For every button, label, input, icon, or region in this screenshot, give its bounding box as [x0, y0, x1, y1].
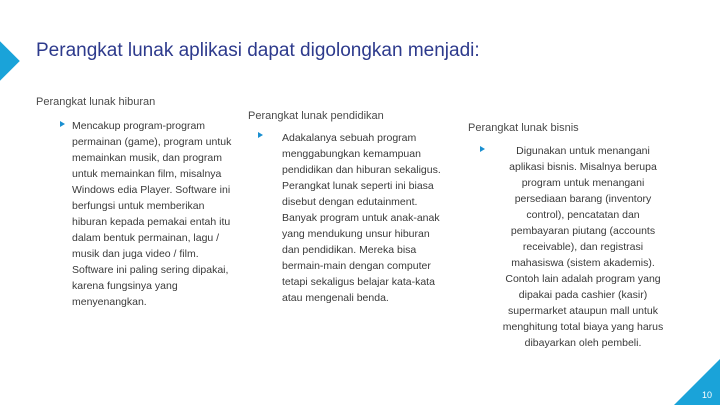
triangle-bullet-icon	[258, 132, 263, 138]
column-body-text: Mencakup program-program permainan (game), program untuk memainkan musik, dan program untuk memainkan film, misalnya Windows edia Player. Software ini berfungsi untuk memberikan hiburan kepada pemakai entah itu dalam bentuk permainan, lagu / musik dan juga video / film. Software ini paling sering dipakai, karena fungsinya yang menyenangkan.	[72, 120, 232, 308]
page-corner-shape	[674, 359, 720, 405]
slide-title: Perangkat lunak aplikasi dapat digolongkan menjadi:	[36, 40, 480, 61]
page-number: 10	[701, 390, 712, 400]
column-body-text: Digunakan untuk menangani aplikasi bisnis. Misalnya berupa program untuk menangani persediaan barang (inventory control), pencatatan dan pembayaran piutang (accounts receivable), dan registrasi mahasiswa (sistem akademis). Contoh lain adalah program yang dipakai pada cashier (kasir) supermarket ataupun mall untuk menghitung total biaya yang harus dibayarkan oleh pembeli.	[502, 145, 664, 349]
column-heading: Perangkat lunak hiburan	[36, 96, 156, 108]
triangle-bullet-icon	[480, 146, 485, 152]
column-body-text: Adakalanya sebuah program menggabungkan kemampuan pendidikan dan hiburan sekaligus. Perangkat lunak seperti ini biasa disebut dengan edutainment. Banyak program untuk anak-anak yang mendukung unsur hiburan dan pendidikan. Mereka bisa bermain-main dengan computer tetapi sekaligus belajar kata-kata atau mengenali benda.	[282, 132, 441, 304]
column-heading: Perangkat lunak bisnis	[468, 122, 579, 134]
accent-diamond-shape	[0, 41, 20, 81]
column-heading: Perangkat lunak pendidikan	[248, 110, 384, 122]
triangle-bullet-icon	[60, 121, 65, 127]
